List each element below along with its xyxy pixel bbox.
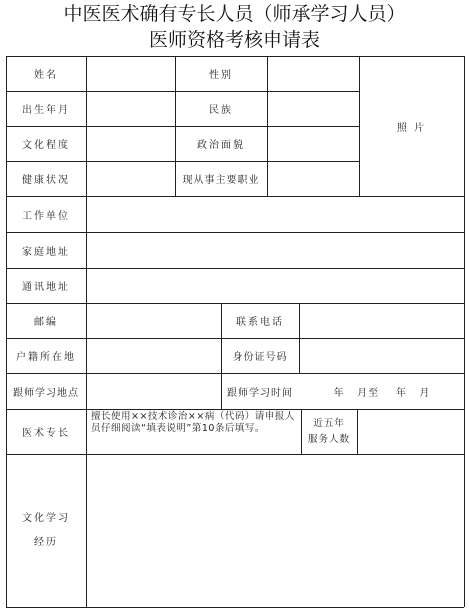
five-year-service-field[interactable]: [358, 410, 464, 454]
gender-label: 性别: [209, 70, 233, 81]
gender-field[interactable]: [268, 57, 359, 91]
study-place-field[interactable]: [87, 374, 221, 409]
mail-address-field[interactable]: [87, 269, 464, 303]
home-address-label: 家庭地址: [22, 246, 70, 258]
postcode-label: 邮编: [34, 317, 58, 328]
specialty-note: 擅长使用××技术诊治××病（代码）请申报人员仔细阅读“填表说明”第10条后填写。: [91, 411, 295, 434]
workplace-label: 工作单位: [22, 210, 70, 222]
form-title-line2: 医师资格考核申请表: [148, 29, 320, 51]
form-title-line1: 中医医术确有专长人员（师承学习人员）: [63, 3, 406, 25]
id-number-field[interactable]: [300, 339, 464, 373]
culture-study-label: [6, 454, 86, 607]
workplace-field[interactable]: [87, 197, 464, 232]
hukou-label: 户籍所在地: [16, 352, 76, 363]
specialty-label: 医术专长: [22, 428, 70, 439]
five-year-service-label: [301, 409, 357, 454]
study-time-label: 跟师学习时间: [227, 387, 293, 399]
id-number-label: 身份证号码: [232, 352, 288, 363]
hukou-field[interactable]: [87, 339, 221, 373]
postcode-field[interactable]: [87, 304, 221, 338]
name-label: 姓名: [34, 70, 58, 81]
education-field[interactable]: [87, 127, 175, 161]
name-field[interactable]: [87, 57, 175, 91]
home-address-field[interactable]: [87, 233, 464, 268]
ethnicity-field[interactable]: [268, 92, 359, 126]
education-label: 文化程度: [22, 140, 70, 151]
health-field[interactable]: [87, 162, 175, 196]
phone-field[interactable]: [300, 304, 464, 338]
birth-label: 出生年月: [22, 105, 70, 116]
mail-address-label: 通讯地址: [22, 282, 70, 293]
phone-label: 联系电话: [236, 317, 284, 328]
culture-study-line1: 文化学习: [22, 512, 70, 524]
occupation-field[interactable]: [268, 162, 359, 196]
occupation-label: 现从事主要职业: [182, 175, 260, 186]
political-label: 政治面貌: [197, 140, 245, 151]
five-year-line1: 近五年: [313, 417, 345, 429]
birth-field[interactable]: [87, 92, 175, 126]
study-place-label: 跟师学习地点: [13, 387, 79, 399]
photo-box: 照 片: [396, 122, 427, 134]
culture-study-field[interactable]: [87, 455, 464, 607]
five-year-line2: 服务人数: [307, 433, 350, 445]
study-time-value[interactable]: 年 月至 年 月: [333, 387, 431, 399]
political-field[interactable]: [268, 127, 359, 161]
health-label: 健康状况: [22, 175, 70, 186]
ethnicity-label: 民族: [209, 105, 233, 116]
culture-study-line2: 经历: [34, 536, 58, 548]
